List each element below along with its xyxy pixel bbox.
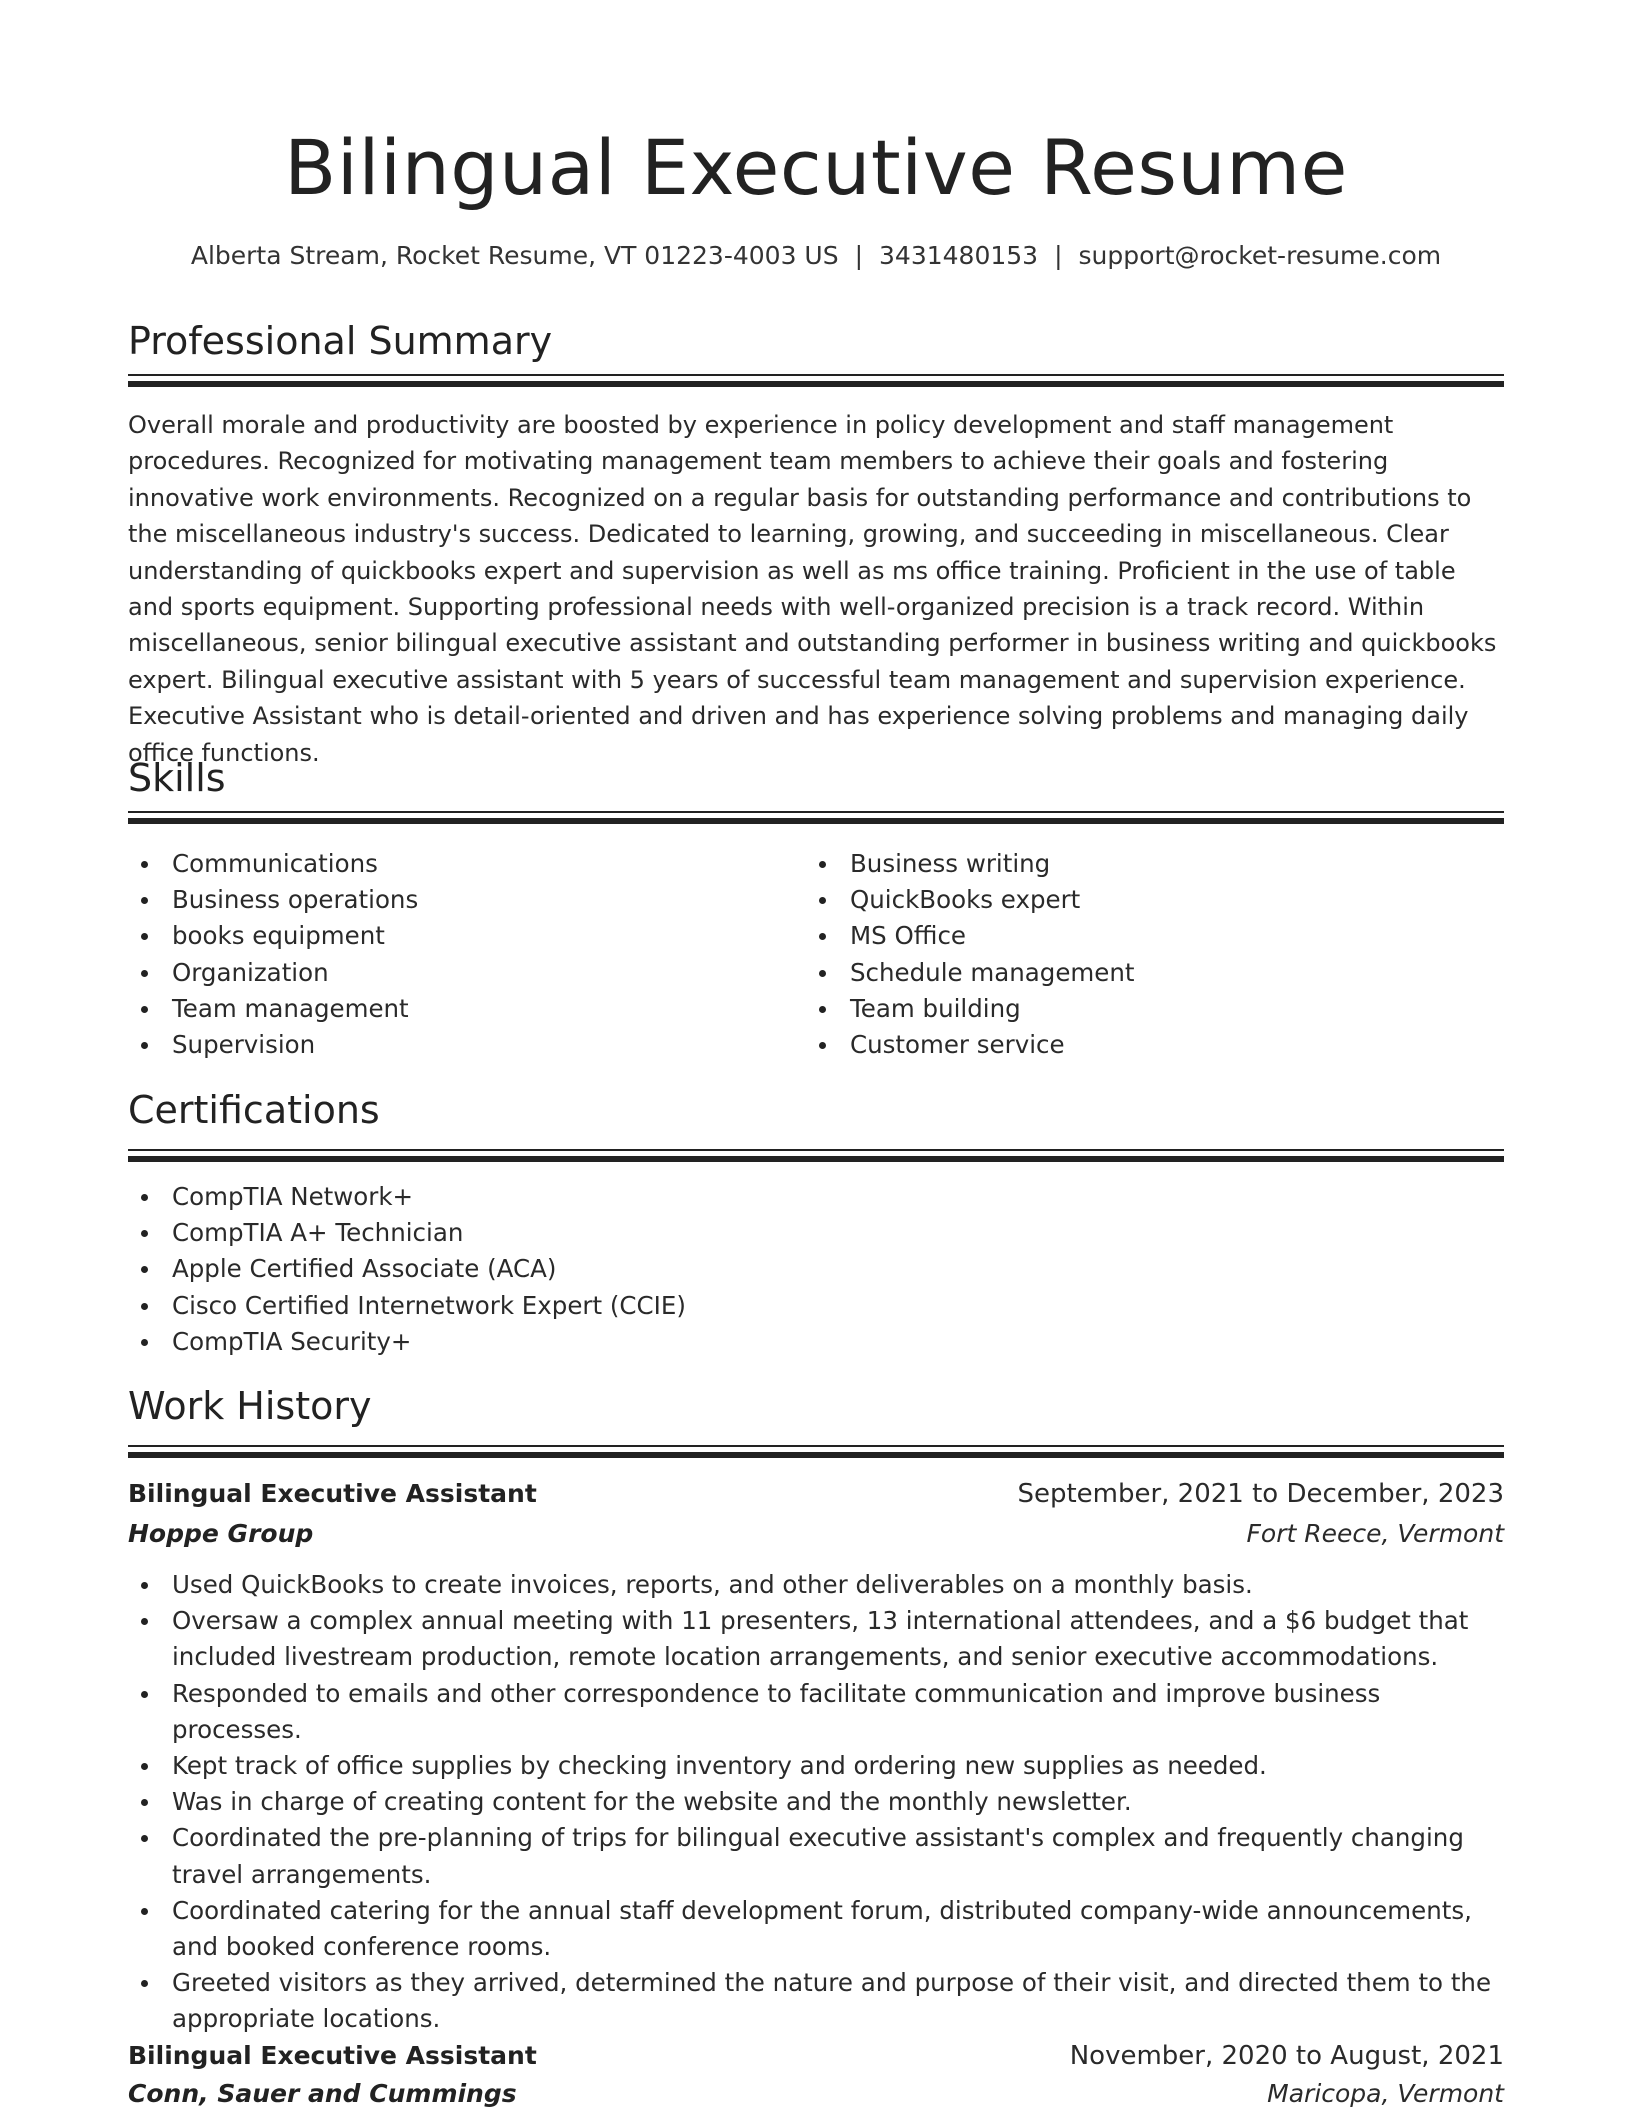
contact-line [128, 236, 1504, 276]
certification-item: Cisco Certified Internetwork Expert (CCIE) [128, 1288, 1504, 1324]
job-company: Conn, Sauer and Cummings [128, 2079, 517, 2108]
job-bullet: Greeted visitors as they arrived, determined the nature and purpose of their visit, and directed them to the appropriate locations. [128, 1965, 1504, 2037]
skill-item: Communications [128, 846, 788, 882]
skills-list-right [806, 846, 1466, 1063]
skill-item: Business operations [128, 882, 788, 918]
summary-text: Overall morale and productivity are boosted by experience in policy development and staff management procedures. Recognized for motivating management team members to achieve their goals and fostering innovative work environments. Recognized on a regular basis for outstanding performance and contributions to the miscellaneous industry's success. Dedicated to learning, growing, and succeeding in miscellaneous. Clear understanding of quickbooks expert and supervision as well as ms office training. Proficient in the use of table and sports equipment. Supporting professional needs with well-organized precision is a track record. Within miscellaneous, senior bilingual executive assistant and outstanding performer in business writing and quickbooks expert. Bilingual executive assistant with 5 years of successful team management and supervision experience. Executive Assistant who is detail-oriented and driven and has experience solving problems and managing daily office functions. [128, 411, 1497, 767]
skill-item: Team building [806, 991, 1466, 1027]
job-bullet: Coordinated the pre-planning of trips for bilingual executive assistant's complex and frequently changing travel arrangements. [128, 1820, 1504, 1892]
section-title-work-history: Work History [128, 1384, 372, 1428]
section-divider [128, 374, 1504, 387]
section-divider [128, 1445, 1504, 1458]
job-dates: November, 2020 to August, 2021 [1069, 2041, 1504, 2071]
job-bullet: Oversaw a complex annual meeting with 11 presenters, 13 international attendees, and a $6 budget that included livestream production, remote location arrangements, and senior executive accommodations. [128, 1603, 1504, 1675]
section-divider [128, 811, 1504, 824]
skill-item: Team management [128, 991, 788, 1027]
section-divider [128, 1149, 1504, 1162]
job-header [128, 1474, 1504, 1514]
job-subheader [128, 1514, 1504, 1554]
certification-item: CompTIA Network+ [128, 1179, 1504, 1215]
skill-item: QuickBooks expert [806, 882, 1466, 918]
section-title-certifications: Certifications [128, 1088, 380, 1132]
job-location: Fort Reece, Vermont [1246, 1519, 1504, 1548]
job-header [128, 2036, 1504, 2076]
job-bullet: Coordinated catering for the annual staff development forum, distributed company-wide announcements, and booked conference rooms. [128, 1893, 1504, 1965]
job-bullet: Was in charge of creating content for the website and the monthly newsletter. [128, 1784, 1504, 1820]
skills-list-left [128, 846, 788, 1063]
job-bullet: Kept track of office supplies by checking inventory and ordering new supplies as needed. [128, 1748, 1504, 1784]
job-bullet: Responded to emails and other correspondence to facilitate communication and improve business processes. [128, 1676, 1504, 1748]
skill-item: Customer service [806, 1027, 1466, 1063]
job-dates: September, 2021 to December, 2023 [1017, 1479, 1504, 1509]
section-title-skills: Skills [128, 756, 226, 800]
job-bullets [128, 1567, 1504, 2038]
job-location: Maricopa, Vermont [1267, 2079, 1504, 2108]
job-subheader [128, 2074, 1504, 2114]
contact-email: support@rocket-resume.com [1078, 241, 1442, 270]
skill-item: Supervision [128, 1027, 788, 1063]
job-bullet: Used QuickBooks to create invoices, reports, and other deliverables on a monthly basis. [128, 1567, 1504, 1603]
job-company: Hoppe Group [128, 1519, 314, 1548]
contact-address: Alberta Stream, Rocket Resume, VT 01223-4003 US [190, 241, 839, 270]
certification-item: CompTIA A+ Technician [128, 1215, 1504, 1251]
page-title: Bilingual Executive Resume [284, 123, 1348, 212]
skill-item: MS Office [806, 918, 1466, 954]
certifications-list [128, 1179, 1504, 1360]
skill-item: Business writing [806, 846, 1466, 882]
job-title: Bilingual Executive Assistant [128, 2041, 537, 2070]
contact-separator: | [854, 241, 864, 270]
job-title: Bilingual Executive Assistant [128, 1479, 537, 1508]
section-title-summary: Professional Summary [128, 319, 553, 363]
skill-item: books equipment [128, 918, 788, 954]
certification-item: CompTIA Security+ [128, 1324, 1504, 1360]
skill-item: Organization [128, 955, 788, 991]
contact-separator: | [1054, 241, 1063, 270]
certification-item: Apple Certified Associate (ACA) [128, 1251, 1504, 1287]
contact-phone: 3431480153 [879, 241, 1039, 270]
skill-item: Schedule management [806, 955, 1466, 991]
